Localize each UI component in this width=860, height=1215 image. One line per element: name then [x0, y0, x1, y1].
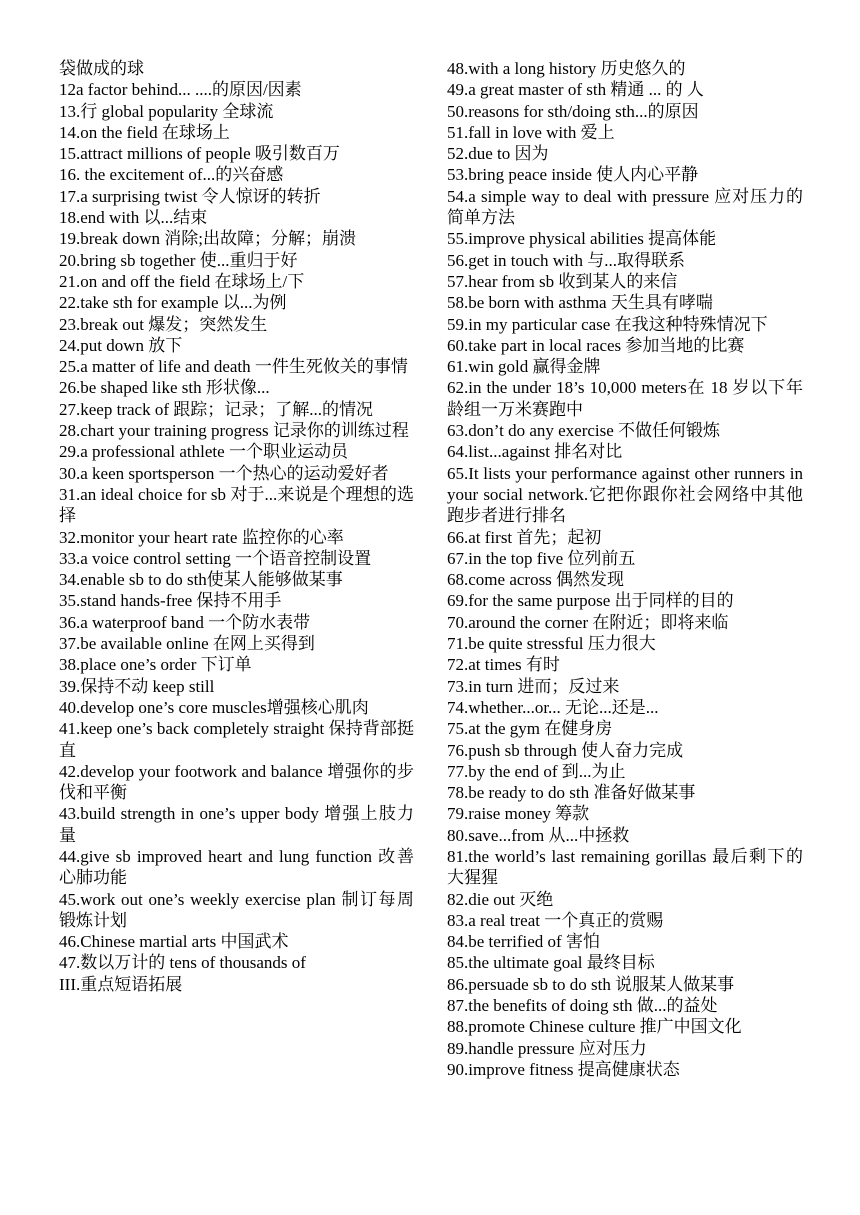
phrase-entry: 28.chart your training progress 记录你的训练过程 — [59, 421, 409, 441]
phrase-entry: 58.be born with asthma 天生具有哮喘 — [447, 293, 713, 313]
phrase-entry: 86.persuade sb to do sth 说服某人做某事 — [447, 974, 735, 994]
phrase-entry: 54.a simple way to deal with pressure 应对压力的简单方法 — [447, 186, 803, 228]
phrase-entry: 13.行 global popularity 全球流 — [59, 101, 274, 121]
phrase-entry: 77.by the end of 到...为止 — [447, 761, 626, 781]
phrase-entry: 49.a great master of sth 精通 ... 的 人 — [447, 80, 704, 100]
phrase-entry: 51.fall in love with 爱上 — [447, 122, 615, 142]
phrase-entry: 31.an ideal choice for sb 对于...来说是个理想的选择 — [59, 484, 414, 526]
phrase-entry: 63.don’t do any exercise 不做任何锻炼 — [447, 421, 721, 441]
phrase-entry: 87.the benefits of doing sth 做...的益处 — [447, 996, 718, 1016]
phrase-entry: 20.bring sb together 使...重归于好 — [59, 250, 298, 270]
phrase-entry: 18.end with 以...结束 — [59, 208, 208, 228]
phrase-entry: 71.be quite stressful 压力很大 — [447, 634, 656, 654]
phrase-entry: 72.at times 有时 — [447, 655, 560, 675]
phrase-entry: 90.improve fitness 提高健康状态 — [447, 1059, 680, 1079]
phrase-entry: 19.break down 消除;出故障；分解；崩溃 — [59, 229, 357, 249]
phrase-entry: 83.a real treat 一个真正的赏赐 — [447, 910, 664, 930]
phrase-entry: 39.保持不动 keep still — [59, 676, 215, 696]
phrase-entry: 29.a professional athlete 一个职业运动员 — [59, 442, 348, 462]
phrase-entry: 21.on and off the field 在球场上/下 — [59, 271, 305, 291]
phrase-entry: 48.with a long history 历史悠久的 — [447, 59, 686, 78]
phrase-entry: 47.数以万计的 tens of thousands of — [59, 953, 306, 973]
left-column — [59, 58, 414, 995]
phrase-entry: 38.place one’s order 下订单 — [59, 655, 252, 675]
phrase-entry: 73.in turn 进而；反过来 — [447, 676, 620, 696]
phrase-entry: 41.keep one’s back completely straight 保持背部挺直 — [59, 719, 414, 760]
phrase-entry: 15.attract millions of people 吸引数百万 — [59, 144, 340, 164]
phrase-entry: 84.be terrified of 害怕 — [447, 932, 600, 952]
phrase-entry: 26.be shaped like sth 形状像... — [59, 378, 270, 398]
phrase-entry: 53.bring peace inside 使人内心平静 — [447, 165, 699, 185]
phrase-entry: 33.a voice control setting 一个语音控制设置 — [59, 548, 372, 568]
phrase-entry: 70.around the corner 在附近；即将来临 — [447, 612, 729, 632]
phrase-entry: 25.a matter of life and death 一件生死攸关的事情 — [59, 357, 408, 377]
phrase-entry: 74.whether...or... 无论...还是... — [447, 697, 659, 717]
phrase-entry: 12a factor behind... ....的原因/因素 — [59, 80, 302, 100]
section-heading: III.重点短语拓展 — [59, 974, 183, 994]
phrase-entry: 75.at the gym 在健身房 — [447, 719, 613, 739]
phrase-entry: 32.monitor your heart rate 监控你的心率 — [59, 527, 344, 547]
phrase-entry: 78.be ready to do sth 准备好做某事 — [447, 783, 696, 803]
phrase-entry: 35.stand hands-free 保持不用手 — [59, 591, 282, 611]
phrase-entry: 76.push sb through 使人奋力完成 — [447, 740, 684, 760]
phrase-entry: 80.save...from 从...中拯救 — [447, 825, 630, 845]
phrase-entry: 30.a keen sportsperson 一个热心的运动爱好者 — [59, 463, 389, 483]
phrase-entry: 36.a waterproof band 一个防水表带 — [59, 612, 311, 632]
phrase-entry: 42.develop your footwork and balance 增强你的步伐和平衡 — [59, 761, 414, 803]
phrase-entry: 50.reasons for sth/doing sth...的原因 — [447, 101, 699, 121]
phrase-entry: 85.the ultimate goal 最终目标 — [447, 953, 655, 973]
phrase-entry: 23.break out 爆发；突然发生 — [59, 314, 268, 334]
phrase-entry: 27.keep track of 跟踪；记录；了解...的情况 — [59, 399, 373, 419]
phrase-entry: 65.It lists your performance against other runners in your social network.它把你跟你社会网络中其他跑步者进行排名 — [447, 463, 803, 526]
phrase-entry: 17.a surprising twist 令人惊讶的转折 — [59, 186, 321, 206]
phrase-entry: 52.due to 因为 — [447, 144, 549, 164]
phrase-entry: 56.get in touch with 与...取得联系 — [447, 250, 685, 270]
phrase-entry: 66.at first 首先；起初 — [447, 527, 602, 547]
phrase-entry: 88.promote Chinese culture 推广中国文化 — [447, 1017, 742, 1037]
phrase-entry: 55.improve physical abilities 提高体能 — [447, 229, 717, 249]
phrase-entry: 45.work out one’s weekly exercise plan 制订每周锻炼计划 — [59, 889, 414, 930]
phrase-entry: 43.build strength in one’s upper body 增强上肢力量 — [59, 804, 414, 845]
phrase-entry: 79.raise money 筹款 — [447, 804, 590, 824]
phrase-entry: 44.give sb improved heart and lung function 改善心肺功能 — [59, 846, 414, 888]
phrase-entry: 袋做成的球 — [59, 59, 144, 78]
phrase-entry: 59.in my particular case 在我这种特殊情况下 — [447, 314, 768, 334]
phrase-entry: 16. the excitement of...的兴奋感 — [59, 165, 284, 185]
phrase-entry: 89.handle pressure 应对压力 — [447, 1038, 647, 1058]
phrase-entry: 68.come across 偶然发现 — [447, 570, 625, 590]
phrase-entry: 22.take sth for example 以...为例 — [59, 293, 287, 313]
phrase-entry: 62.in the under 18’s 10,000 meters在 18 岁以下年龄组一万米赛跑中 — [447, 378, 803, 419]
phrase-entry: 37.be available online 在网上买得到 — [59, 634, 315, 654]
phrase-entry: 82.die out 灭绝 — [447, 889, 554, 909]
phrase-entry: 57.hear from sb 收到某人的来信 — [447, 271, 678, 291]
phrase-entry: 40.develop one’s core muscles增强核心肌肉 — [59, 697, 369, 717]
phrase-entry: 24.put down 放下 — [59, 335, 183, 355]
phrase-entry: 81.the world’s last remaining gorillas 最后剩下的大猩猩 — [447, 846, 803, 888]
phrase-entry: 69.for the same purpose 出于同样的目的 — [447, 591, 734, 611]
phrase-entry: 60.take part in local races 参加当地的比赛 — [447, 335, 745, 355]
phrase-entry: 46.Chinese martial arts 中国武术 — [59, 932, 289, 952]
right-column — [447, 58, 803, 1080]
phrase-entry: 14.on the field 在球场上 — [59, 122, 230, 142]
phrase-entry: 34.enable sb to do sth使某人能够做某事 — [59, 570, 343, 590]
phrase-entry: 64.list...against 排名对比 — [447, 442, 623, 462]
phrase-entry: 67.in the top five 位列前五 — [447, 548, 636, 568]
phrase-entry: 61.win gold 赢得金牌 — [447, 357, 601, 377]
